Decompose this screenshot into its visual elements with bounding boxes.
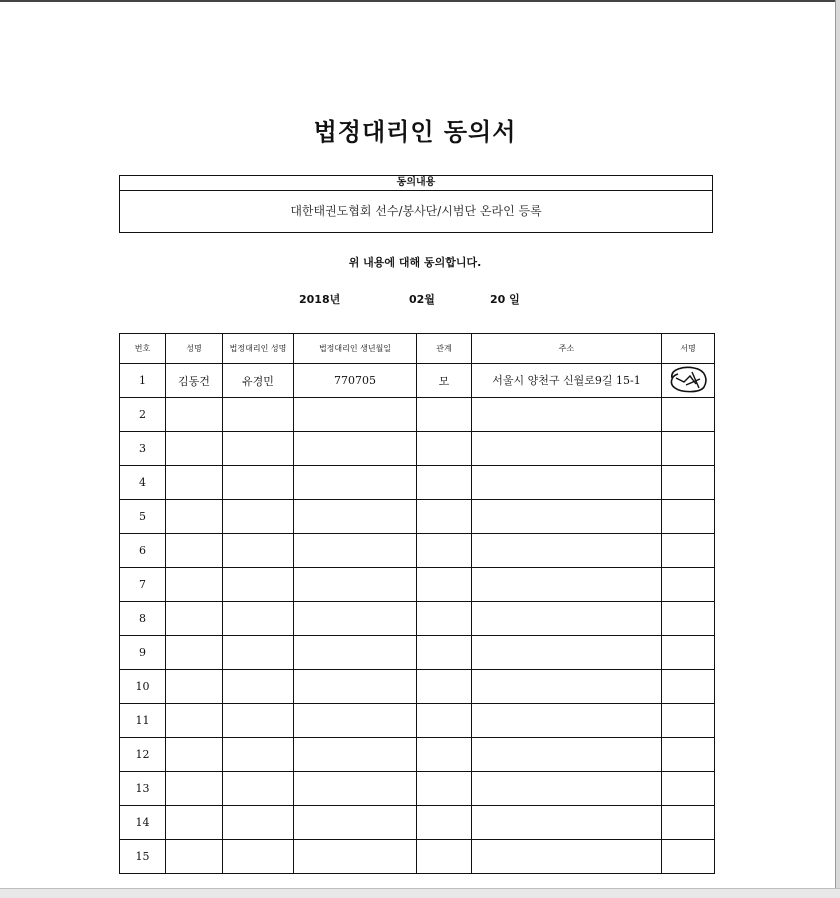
horizontal-scrollbar[interactable]: [0, 888, 840, 898]
table-row: [120, 738, 715, 772]
row-number-cell: 5: [120, 500, 166, 534]
header-number: 번호: [120, 334, 166, 364]
relation-cell: [417, 738, 472, 772]
guardian-birthdate-cell: [294, 466, 417, 500]
address-cell: [472, 500, 662, 534]
row-number-cell: 11: [120, 704, 166, 738]
table-row: [120, 840, 715, 874]
header-relation: 관계: [417, 334, 472, 364]
guardian-name-cell: [223, 534, 294, 568]
student-name-cell: [166, 636, 223, 670]
guardian-name-cell: [223, 398, 294, 432]
signature-cell: [662, 738, 715, 772]
guardian-name-cell: [223, 772, 294, 806]
relation-cell: [417, 534, 472, 568]
signature-cell: [662, 466, 715, 500]
header-guardian-name: 법정대리인 성명: [223, 334, 294, 364]
address-cell: [472, 670, 662, 704]
relation-cell: [417, 568, 472, 602]
guardian-name-cell: [223, 840, 294, 874]
relation-cell: [417, 432, 472, 466]
signature-cell: [662, 806, 715, 840]
guardian-birthdate-cell: [294, 636, 417, 670]
guardian-table: [119, 333, 715, 874]
guardian-birthdate-cell: [294, 704, 417, 738]
row-number-cell: 2: [120, 398, 166, 432]
guardian-name-cell: 유경민: [223, 364, 294, 398]
row-number-cell: 9: [120, 636, 166, 670]
address-cell: [472, 840, 662, 874]
student-name-cell: [166, 806, 223, 840]
row-number-cell: 7: [120, 568, 166, 602]
guardian-birthdate-cell: 770705: [294, 364, 417, 398]
signature-cell: [662, 840, 715, 874]
consent-heading: 동의내용: [120, 176, 712, 191]
table-row: [120, 500, 715, 534]
guardian-birthdate-cell: [294, 432, 417, 466]
row-number-cell: 14: [120, 806, 166, 840]
relation-cell: [417, 500, 472, 534]
window-top-edge: [0, 0, 840, 2]
address-cell: [472, 534, 662, 568]
row-number-cell: 4: [120, 466, 166, 500]
table-row: [120, 602, 715, 636]
student-name-cell: [166, 466, 223, 500]
header-name: 성명: [166, 334, 223, 364]
signature-scribble: [666, 364, 710, 394]
guardian-name-cell: [223, 466, 294, 500]
vertical-scrollbar[interactable]: [835, 0, 840, 898]
signature-cell: [662, 398, 715, 432]
guardian-name-cell: [223, 670, 294, 704]
student-name-cell: 김동건: [166, 364, 223, 398]
row-number-cell: 15: [120, 840, 166, 874]
date-month: 02월: [409, 293, 435, 306]
document-title: 법정대리인 동의서: [313, 117, 517, 146]
address-cell: [472, 772, 662, 806]
signature-cell: [662, 704, 715, 738]
consent-text: 대한태권도협회 선수/봉사단/시범단 온라인 등록: [290, 204, 542, 218]
guardian-name-cell: [223, 602, 294, 636]
guardian-birthdate-cell: [294, 738, 417, 772]
student-name-cell: [166, 602, 223, 636]
guardian-birthdate-cell: [294, 772, 417, 806]
address-cell: [472, 466, 662, 500]
signature-cell: [662, 534, 715, 568]
date-year: 2018년: [299, 293, 341, 306]
relation-cell: [417, 772, 472, 806]
signature-cell: [662, 670, 715, 704]
guardian-birthdate-cell: [294, 670, 417, 704]
address-cell: [472, 738, 662, 772]
row-number-cell: 6: [120, 534, 166, 568]
row-number-cell: 3: [120, 432, 166, 466]
table-row: [120, 432, 715, 466]
relation-cell: [417, 636, 472, 670]
address-cell: [472, 398, 662, 432]
student-name-cell: [166, 670, 223, 704]
guardian-name-cell: [223, 432, 294, 466]
header-signature: 서명: [662, 334, 715, 364]
signature-cell: [662, 364, 715, 398]
guardian-name-cell: [223, 636, 294, 670]
guardian-birthdate-cell: [294, 568, 417, 602]
signature-cell: [662, 602, 715, 636]
table-row: [120, 806, 715, 840]
table-row: [120, 466, 715, 500]
table-row: [120, 364, 715, 398]
student-name-cell: [166, 534, 223, 568]
guardian-name-cell: [223, 500, 294, 534]
address-cell: [472, 602, 662, 636]
relation-cell: [417, 840, 472, 874]
relation-cell: [417, 670, 472, 704]
address-cell: [472, 704, 662, 738]
student-name-cell: [166, 432, 223, 466]
address-cell: [472, 432, 662, 466]
student-name-cell: [166, 500, 223, 534]
row-number-cell: 8: [120, 602, 166, 636]
table-row: [120, 772, 715, 806]
student-name-cell: [166, 840, 223, 874]
date-day: 20 일: [490, 293, 520, 306]
signature-cell: [662, 500, 715, 534]
table-row: [120, 670, 715, 704]
guardian-birthdate-cell: [294, 602, 417, 636]
guardian-birthdate-cell: [294, 840, 417, 874]
address-cell: [472, 636, 662, 670]
row-number-cell: 12: [120, 738, 166, 772]
signature-cell: [662, 636, 715, 670]
student-name-cell: [166, 772, 223, 806]
guardian-birthdate-cell: [294, 806, 417, 840]
student-name-cell: [166, 568, 223, 602]
table-header-row: [120, 334, 715, 364]
relation-cell: [417, 398, 472, 432]
guardian-birthdate-cell: [294, 534, 417, 568]
guardian-birthdate-cell: [294, 398, 417, 432]
relation-cell: [417, 602, 472, 636]
table-row: [120, 568, 715, 602]
guardian-name-cell: [223, 568, 294, 602]
signature-cell: [662, 772, 715, 806]
guardian-name-cell: [223, 704, 294, 738]
table-row: [120, 398, 715, 432]
header-guardian-birth: 법정대리인 생년월일: [294, 334, 417, 364]
signature-cell: [662, 568, 715, 602]
relation-cell: [417, 806, 472, 840]
table-row: [120, 636, 715, 670]
address-cell: [472, 568, 662, 602]
student-name-cell: [166, 398, 223, 432]
guardian-birthdate-cell: [294, 500, 417, 534]
table-row: [120, 534, 715, 568]
row-number-cell: 13: [120, 772, 166, 806]
row-number-cell: 1: [120, 364, 166, 398]
row-number-cell: 10: [120, 670, 166, 704]
relation-cell: [417, 704, 472, 738]
header-address: 주소: [472, 334, 662, 364]
guardian-name-cell: [223, 738, 294, 772]
guardian-name-cell: [223, 806, 294, 840]
student-name-cell: [166, 738, 223, 772]
agreement-statement: 위 내용에 대해 동의합니다.: [348, 256, 482, 269]
relation-cell: 모: [417, 364, 472, 398]
consent-section: [119, 175, 713, 233]
signature-cell: [662, 432, 715, 466]
address-cell: 서울시 양천구 신월로9길 15-1: [472, 364, 662, 398]
table-row: [120, 704, 715, 738]
student-name-cell: [166, 704, 223, 738]
relation-cell: [417, 466, 472, 500]
address-cell: [472, 806, 662, 840]
